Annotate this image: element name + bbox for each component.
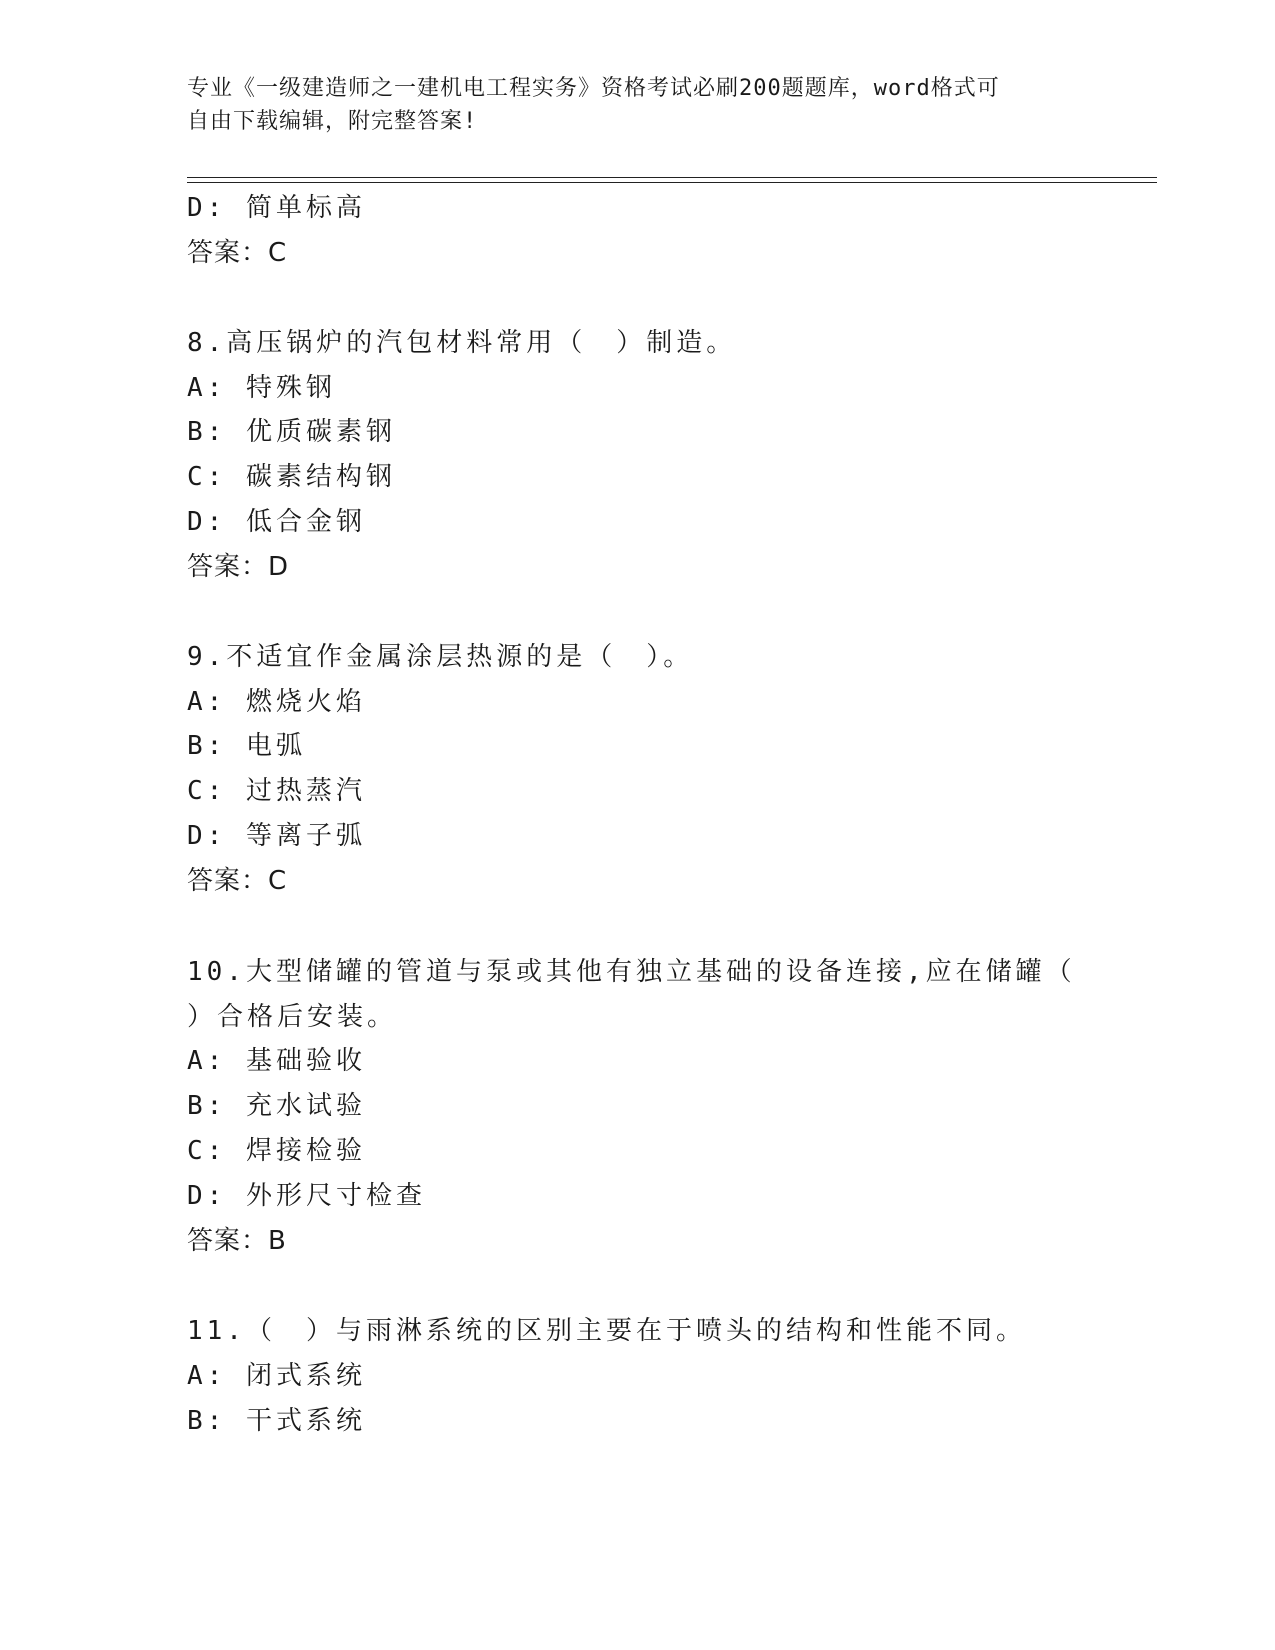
- header-line-2: 自由下载编辑，附完整答案!: [187, 109, 478, 134]
- q9-option-c: C: 过热蒸汽: [187, 776, 366, 806]
- q11-question: 11.（ ）与雨淋系统的区别主要在于喷头的结构和性能不同。: [187, 1316, 1026, 1346]
- q9-option-a: A: 燃烧火焰: [187, 687, 366, 717]
- q10-option-a: A: 基础验收: [187, 1046, 366, 1076]
- q8-option-c: C: 碳素结构钢: [187, 462, 396, 492]
- document-header: [187, 72, 1087, 138]
- header-line-1: 专业《一级建造师之一建机电工程实务》资格考试必刷200题题库，word格式可: [187, 76, 1000, 101]
- q7-option-d: D: 简单标高: [187, 193, 366, 223]
- q10-question-line-1: 10.大型储罐的管道与泵或其他有独立基础的设备连接,应在储罐（: [187, 957, 1076, 987]
- q10-option-d: D: 外形尺寸检查: [187, 1181, 426, 1211]
- q10-option-c: C: 焊接检验: [187, 1136, 366, 1166]
- q8-option-a: A: 特殊钢: [187, 373, 336, 403]
- q10-question-line-2: ）合格后安装。: [187, 1002, 398, 1032]
- q8-question: 8.高压锅炉的汽包材料常用（ ）制造。: [187, 328, 737, 358]
- q9-answer: 答案：C: [187, 866, 288, 896]
- q7-answer: 答案：C: [187, 238, 288, 268]
- q9-question: 9.不适宜作金属涂层热源的是（ ）。: [187, 642, 694, 672]
- q9-option-d: D: 等离子弧: [187, 821, 366, 851]
- q8-option-b: B: 优质碳素钢: [187, 417, 396, 447]
- q8-option-d: D: 低合金钢: [187, 507, 366, 537]
- header-divider-top: [187, 177, 1157, 178]
- q10-option-b: B: 充水试验: [187, 1091, 366, 1121]
- q11-option-a: A: 闭式系统: [187, 1361, 366, 1391]
- q9-option-b: B: 电弧: [187, 731, 306, 761]
- header-divider-bottom: [187, 182, 1157, 183]
- q11-option-b: B: 干式系统: [187, 1406, 366, 1436]
- q10-answer: 答案：B: [187, 1226, 287, 1256]
- q8-answer: 答案：D: [187, 552, 290, 582]
